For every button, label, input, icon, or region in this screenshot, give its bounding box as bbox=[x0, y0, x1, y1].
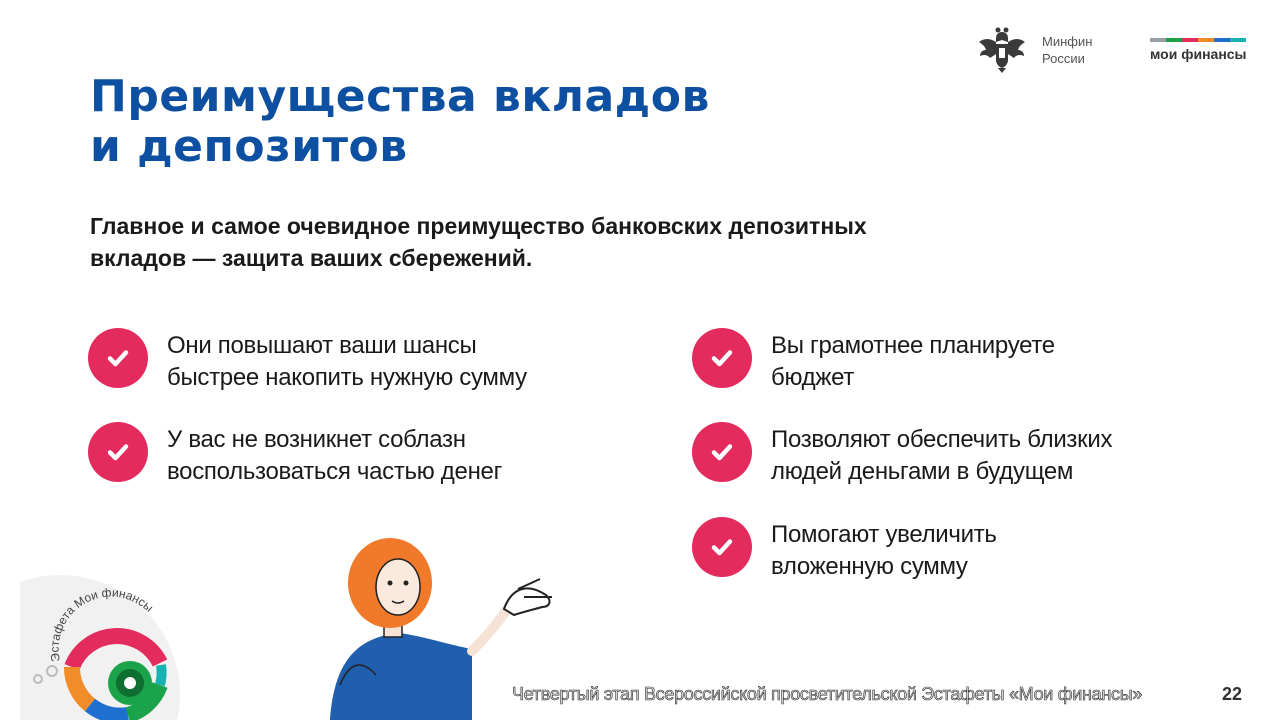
lead-paragraph bbox=[90, 210, 1050, 274]
benefit-item bbox=[692, 422, 1112, 488]
check-icon bbox=[692, 422, 752, 482]
benefit-line2: людей деньгами в будущем bbox=[771, 458, 1074, 485]
brand-color-bar bbox=[1150, 38, 1246, 42]
benefit-text bbox=[167, 330, 527, 394]
relay-logo-text: Эстафета Мои финансы bbox=[47, 585, 157, 663]
benefit-line1: Помогают увеличить bbox=[771, 521, 997, 548]
check-icon bbox=[692, 328, 752, 388]
benefit-line2: бюджет bbox=[771, 364, 855, 391]
benefit-line2: быстрее накопить нужную сумму bbox=[167, 364, 527, 391]
footer-text: Четвертый этап Всероссийской просветительской Эстафеты «Мои финансы» bbox=[512, 684, 1143, 704]
benefit-item bbox=[692, 517, 997, 583]
title-line1: Преимущества вкладов bbox=[90, 71, 710, 122]
benefit-line1: Вы грамотнее планируете bbox=[771, 332, 1055, 359]
benefit-line1: Они повышают ваши шансы bbox=[167, 332, 477, 359]
minfin-text bbox=[1042, 33, 1092, 67]
benefit-item bbox=[88, 422, 502, 488]
title-line2: и депозитов bbox=[90, 121, 408, 172]
page-number: 22 bbox=[1222, 684, 1243, 704]
benefit-text bbox=[771, 424, 1112, 488]
benefit-line1: У вас не возникнет соблазн bbox=[167, 426, 466, 453]
lead-line1: Главное и самое очевидное преимущество банковских депозитных bbox=[90, 213, 867, 239]
eagle-emblem-icon bbox=[976, 26, 1028, 74]
benefit-item bbox=[88, 328, 527, 394]
lead-line2: вкладов — защита ваших сбережений. bbox=[90, 245, 533, 271]
check-icon bbox=[88, 328, 148, 388]
check-icon bbox=[88, 422, 148, 482]
benefit-item bbox=[692, 328, 1055, 394]
minfin-line1: Минфин bbox=[1042, 34, 1093, 49]
benefit-line2: вложенную сумму bbox=[771, 553, 968, 580]
minfin-logo bbox=[976, 26, 1092, 74]
relay-logo bbox=[20, 575, 210, 720]
minfin-line2: России bbox=[1042, 51, 1085, 66]
moi-finansy-logo bbox=[1150, 38, 1247, 62]
check-icon bbox=[692, 517, 752, 577]
page-title bbox=[90, 72, 710, 172]
benefit-text bbox=[771, 519, 997, 583]
moi-finansy-text: мои финансы bbox=[1150, 46, 1247, 62]
benefit-text bbox=[771, 330, 1055, 394]
benefit-line1: Позволяют обеспечить близких bbox=[771, 426, 1113, 453]
benefit-text bbox=[167, 424, 502, 488]
benefit-line2: воспользоваться частью денег bbox=[167, 458, 503, 485]
